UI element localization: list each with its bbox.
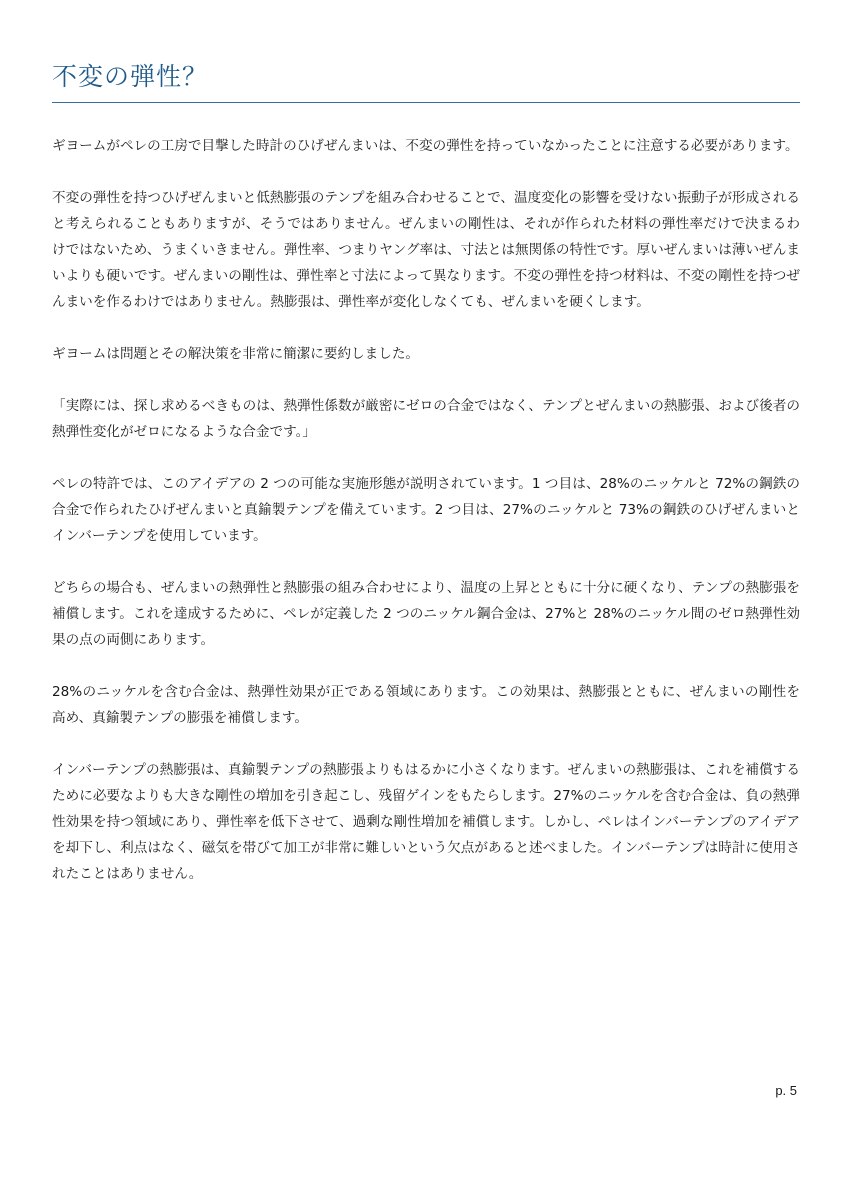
paragraph-8: インバーテンプの熱膨張は、真鍮製テンプの熱膨張よりもはるかに小さくなります。ぜんまいの熱膨張は、これを補償するために必要なよりも大きな剛性の増加を引き起こし、残留ゲインをもたらします。27%のニッケルを含む合金は、負の熱弾性効果を持つ領域にあり、弾性率を低下させて、過剰な剛性増加を補償します。しかし、ペレはインバーテンプのアイデアを却下し、利点はなく、磁気を帯びて加工が非常に難しいという欠点があると述べました。インバーテンプは時計に使用されたことはありません。 xyxy=(52,762,800,882)
title-divider xyxy=(52,102,800,103)
paragraph-5: ペレの特許では、このアイデアの 2 つの可能な実施形態が説明されています。1 つ目は、28%のニッケルと 72%の鋼鉄の合金で作られたひげぜんまいと真鍮製テンプを備えています。2 つ目は、27%のニッケルと 73%の鋼鉄のひげぜんまいとインバーテンプを使用しています。 xyxy=(52,476,800,544)
body-text xyxy=(52,133,800,913)
page-title: 不変の弾性？ xyxy=(52,62,209,91)
paragraph-2: 不変の弾性を持つひげぜんまいと低熱膨張のテンプを組み合わせることで、温度変化の影響を受けない振動子が形成されると考えられることもありますが、そうではありません。ぜんまいの剛性は、それが作られた材料の弾性率だけで決まるわけではないため、うまくいきません。弾性率、つまりヤング率は、寸法とは無関係の特性です。厚いぜんまいは薄いぜんまいよりも硬いです。ぜんまいの剛性は、弾性率と寸法によって異なります。不変の弾性を持つ材料は、不変の剛性を持つぜんまいを作るわけではありません。熱膨張は、弾性率が変化しなくても、ぜんまいを硬くします。 xyxy=(52,190,800,310)
paragraph-1: ギヨームがペレの工房で目撃した時計のひげぜんまいは、不変の弾性を持っていなかったことに注意する必要があります。 xyxy=(52,138,799,154)
paragraph-6: どちらの場合も、ぜんまいの熱弾性と熱膨張の組み合わせにより、温度の上昇とともに十分に硬くなり、テンプの熱膨張を補償します。これを達成するために、ペレが定義した 2 つのニッケル鋼合金は、27%と 28%のニッケル間のゼロ熱弾性効果の点の両側にあります。 xyxy=(52,580,800,648)
paragraph-3: ギヨームは問題とその解決策を非常に簡潔に要約しました。 xyxy=(52,346,420,362)
paragraph-4: 「実際には、探し求めるべきものは、熱弾性係数が厳密にゼロの合金ではなく、テンプとぜんまいの熱膨張、および後者の熱弾性変化がゼロになるような合金です。」 xyxy=(52,398,800,440)
paragraph-7: 28%のニッケルを含む合金は、熱弾性効果が正である領域にあります。この効果は、熱膨張とともに、ぜんまいの剛性を高め、真鍮製テンプの膨張を補償します。 xyxy=(52,684,800,726)
page-number: p. 5 xyxy=(775,1083,797,1098)
